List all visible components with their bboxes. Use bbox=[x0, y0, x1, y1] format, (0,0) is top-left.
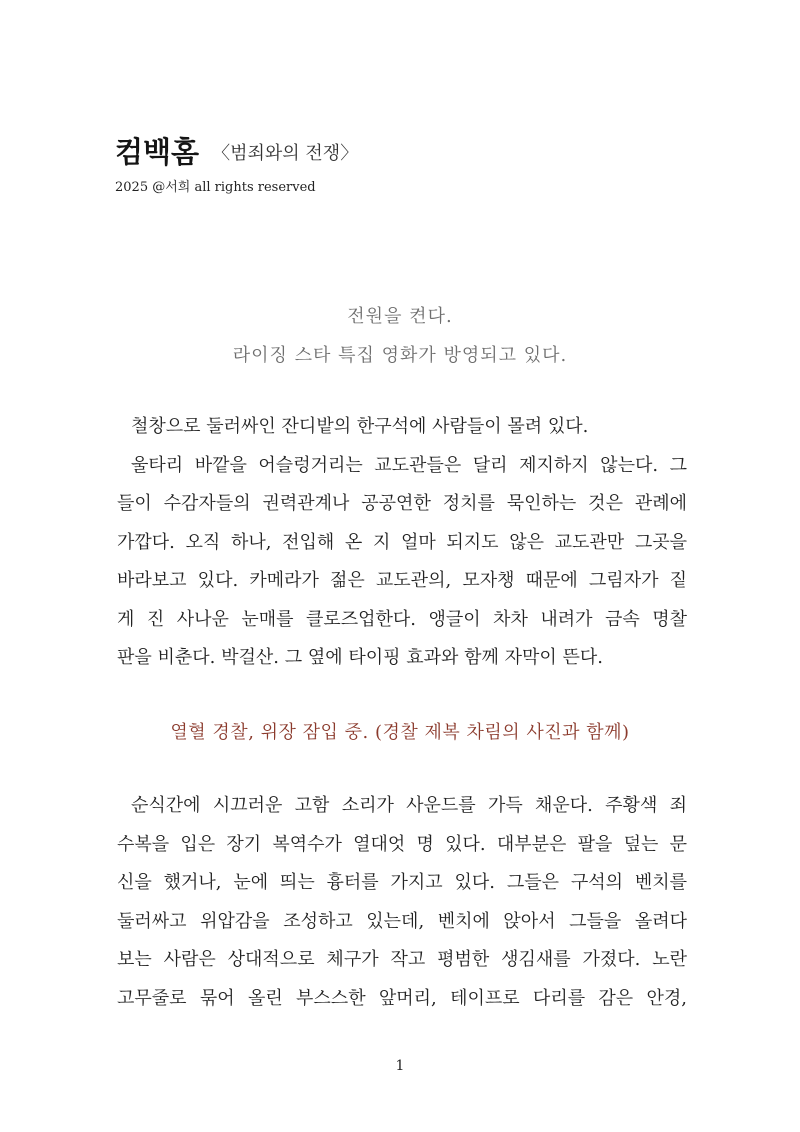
paragraph-line: 둘러싸고 위압감을 조성하고 있는데, 벤치에 앉아서 그들을 올려다 bbox=[117, 910, 687, 932]
paragraph-line: 철창으로 둘러싸인 잔디밭의 한구석에 사람들이 몰려 있다. bbox=[131, 416, 589, 437]
title-row bbox=[115, 130, 358, 171]
paragraph-line: 순식간에 시끄러운 고함 소리가 사운드를 가득 채운다. 주황색 죄 bbox=[131, 795, 687, 816]
paragraph-line: 가깝다. 오직 하나, 전입해 온 지 얼마 되지도 않은 교도관만 그곳을 bbox=[117, 531, 687, 553]
paragraph-line: 고무줄로 묶어 올린 부스스한 앞머리, 테이프로 다리를 감은 안경, bbox=[117, 987, 687, 1009]
document-subtitle: 〈범죄와의 전쟁〉 bbox=[212, 143, 359, 164]
copyright-notice: 2025 @서희 all rights reserved bbox=[115, 180, 316, 195]
document-title: 컴백홈 bbox=[115, 135, 200, 169]
intro-line-1: 전원을 켠다. bbox=[347, 306, 453, 327]
paragraph-line: 들이 수감자들의 권력관계나 공공연한 정치를 묵인하는 것은 관례에 bbox=[117, 493, 687, 514]
caption-text: 열혈 경찰, 위장 잠입 중. (경찰 제복 차림의 사진과 함께) bbox=[170, 722, 630, 743]
paragraph-line: 신을 했거나, 눈에 띄는 흉터를 가지고 있다. 그들은 구석의 벤치를 bbox=[117, 872, 687, 893]
intro-line-2: 라이징 스타 특집 영화가 방영되고 있다. bbox=[232, 345, 568, 366]
paragraph-line: 바라보고 있다. 카메라가 젊은 교도관의, 모자챙 때문에 그림자가 짙 bbox=[117, 570, 687, 591]
paragraph-line: 울타리 바깥을 어슬렁거리는 교도관들은 달리 제지하지 않는다. 그 bbox=[131, 454, 687, 476]
paragraph-line: 게 진 사나운 눈매를 클로즈업한다. 앵글이 차차 내려가 금속 명찰 bbox=[117, 608, 687, 630]
paragraph-line: 보는 사람은 상대적으로 체구가 작고 평범한 생김새를 가졌다. 노란 bbox=[117, 949, 687, 970]
paragraph-line: 판을 비춘다. 박걸산. 그 옆에 타이핑 효과와 함께 자막이 뜬다. bbox=[117, 647, 603, 668]
body-paragraph-2 bbox=[117, 787, 687, 1018]
paragraph-line: 수복을 입은 장기 복역수가 열대엇 명 있다. 대부분은 팔을 덮는 문 bbox=[117, 833, 687, 855]
page-number: 1 bbox=[395, 1058, 405, 1074]
body-paragraph-1 bbox=[117, 408, 687, 678]
